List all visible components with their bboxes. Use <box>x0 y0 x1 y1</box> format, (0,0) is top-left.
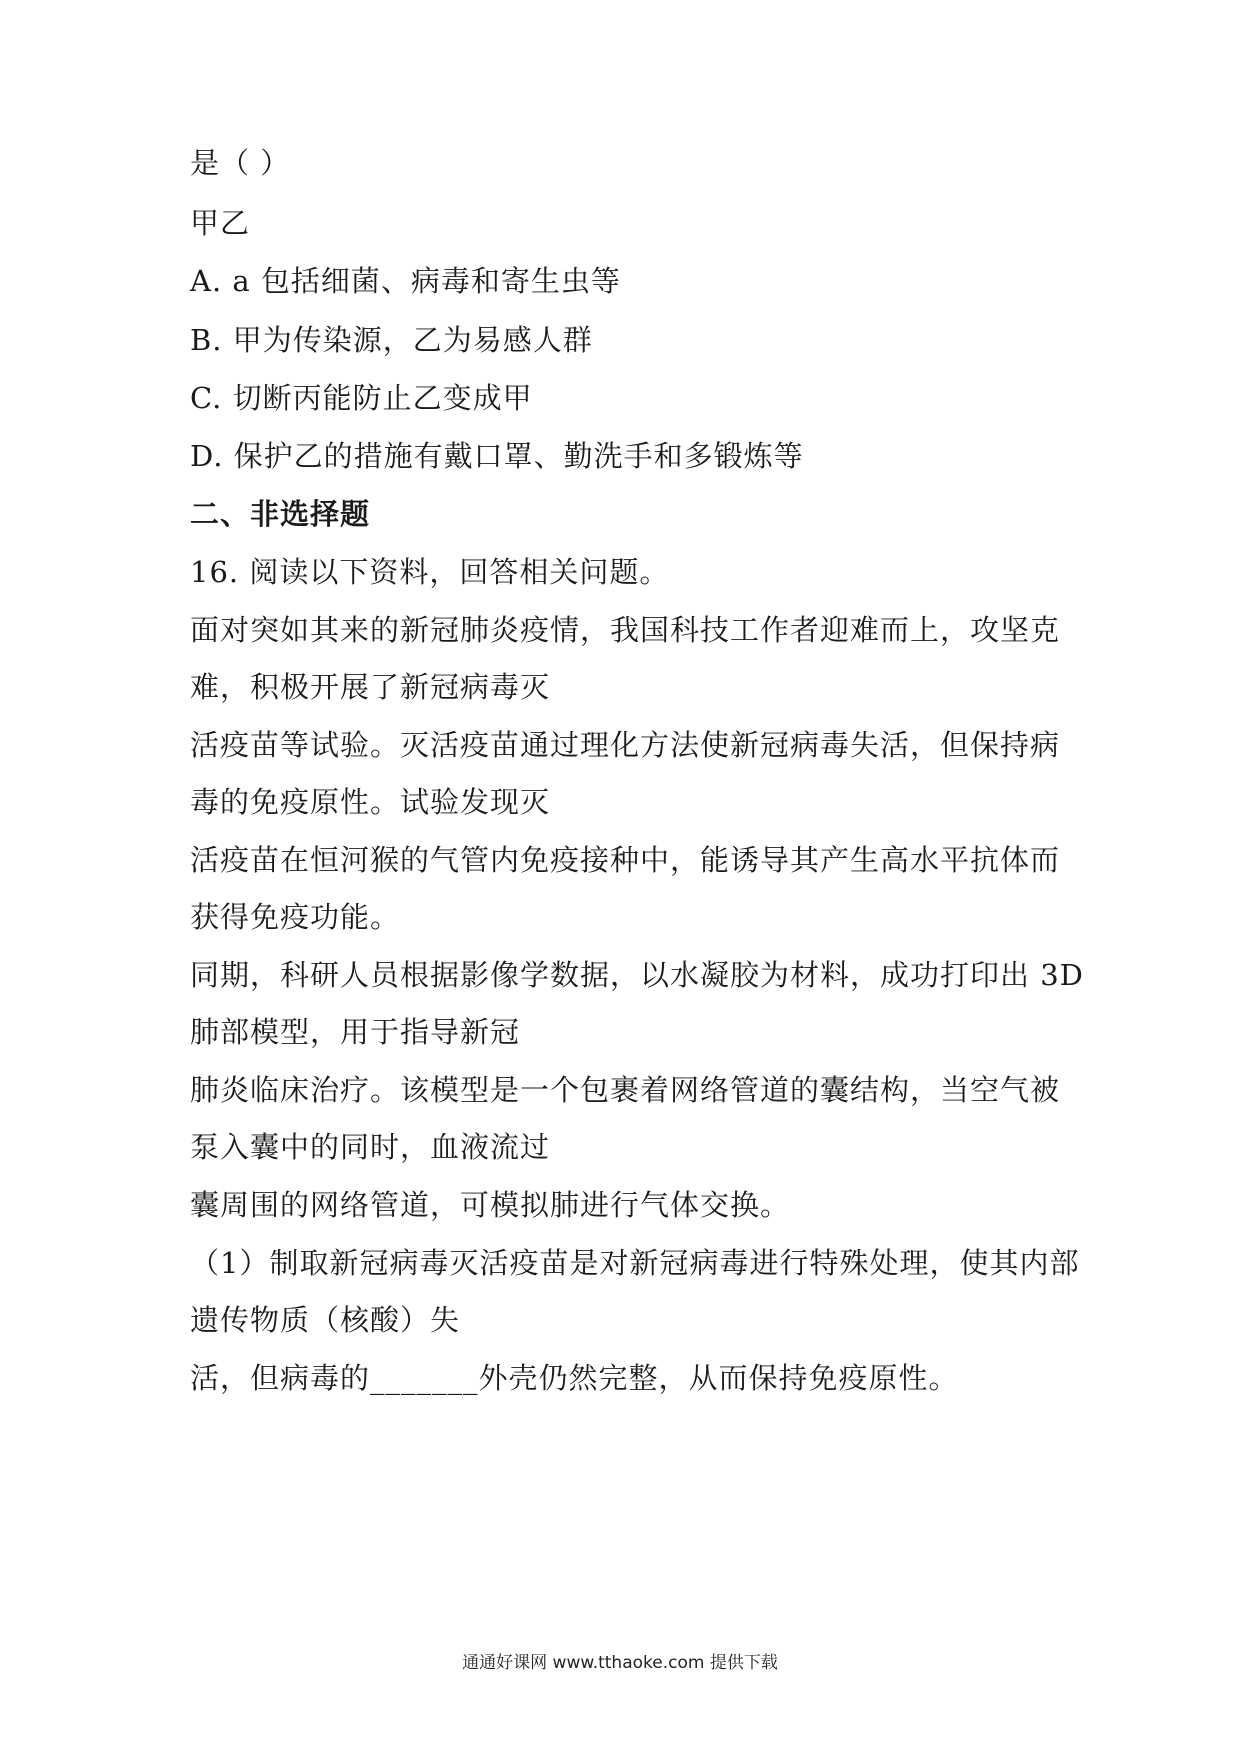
q16-sub1-line: （1）制取新冠病毒灭活疫苗是对新冠病毒进行特殊处理，使其内部 <box>190 1246 1080 1280</box>
q16-sub1-line: 活，但病毒的_______外壳仍然完整，从而保持免疫原性。 <box>190 1361 959 1395</box>
q16-paragraph-line: 活疫苗在恒河猴的气管内免疫接种中，能诱导其产生高水平抗体而 <box>190 843 1061 877</box>
q16-paragraph-line: 同期，科研人员根据影像学数据，以水凝胶为材料，成功打印出 3D <box>190 958 1084 992</box>
q16-paragraph-line: 肺部模型，用于指导新冠 <box>190 1015 521 1049</box>
q16-paragraph-line: 面对突如其来的新冠肺炎疫情，我国科技工作者迎难而上，攻坚克 <box>190 613 1061 647</box>
q16-paragraph-line: 肺炎临床治疗。该模型是一个包裹着网络管道的囊结构，当空气被 <box>190 1073 1061 1107</box>
q16-prompt: 16. 阅读以下资料，回答相关问题。 <box>190 555 670 589</box>
option-a: A. a 包括细菌、病毒和寄生虫等 <box>190 264 621 298</box>
figure-labels: 甲乙 <box>190 206 251 240</box>
footer-download-note: 通通好课网 www.tthaoke.com 提供下载 <box>462 1653 778 1673</box>
q16-paragraph-line: 泵入囊中的同时，血液流过 <box>190 1130 551 1164</box>
option-b: B. 甲为传染源，乙为易感人群 <box>190 323 593 357</box>
q16-paragraph-line: 囊周围的网络管道，可模拟肺进行气体交换。 <box>190 1188 791 1222</box>
question-tail-line: 是（ ） <box>190 146 291 180</box>
q16-paragraph-line: 难，积极开展了新冠病毒灭 <box>190 670 551 704</box>
option-c: C. 切断丙能防止乙变成甲 <box>190 381 533 415</box>
q16-sub1-line: 遗传物质（核酸）失 <box>190 1303 461 1337</box>
q16-paragraph-line: 活疫苗等试验。灭活疫苗通过理化方法使新冠病毒失活，但保持病 <box>190 728 1061 762</box>
option-d: D. 保护乙的措施有戴口罩、勤洗手和多锻炼等 <box>190 439 804 473</box>
q16-paragraph-line: 获得免疫功能。 <box>190 900 401 934</box>
section-heading: 二、非选择题 <box>190 497 371 531</box>
q16-paragraph-line: 毒的免疫原性。试验发现灭 <box>190 785 551 819</box>
